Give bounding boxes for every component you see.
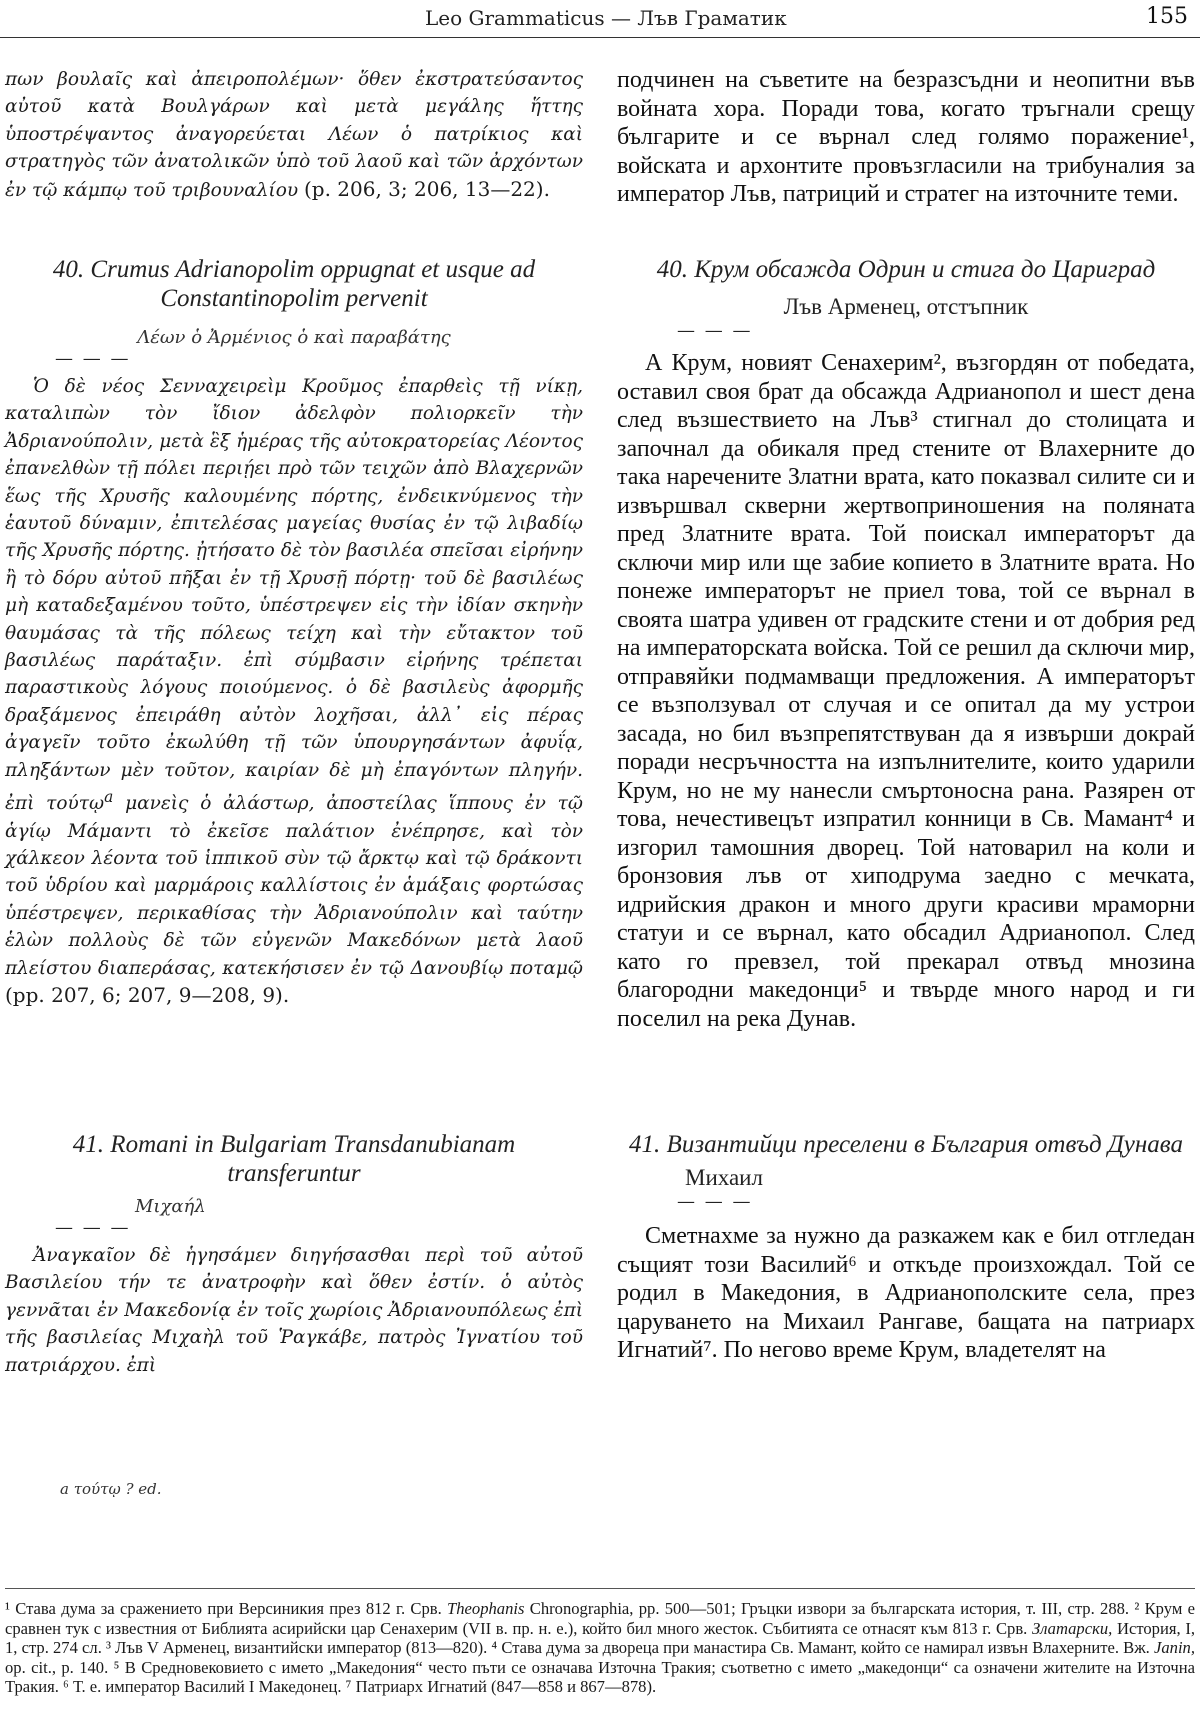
- section-40-greek-text-cont: μανεὶς ὁ ἀλάστωρ, ἀποστείλας ἵππους ἐν τῷ ἁγίῳ Μάμαντι τὸ ἐκεῖσε παλάτιον ἐνέπρησε, καὶ τὸν χάλκεον λέοντα τοῦ ἱππικοῦ σὺν τῷ ἄρκτῳ καὶ τῷ δράκοντι τοῦ ὑδρίου καὶ μαρμάροις καλλίστοις ἐν ἁμάξαις φορτώσας ὑπέστρεψεν, περικαθίσας τὴν Ἀδριανούπολιν καὶ ταύτην ἑλὼν πολλοὺς δὲ τῶν εὐγενῶν Μακεδόνων μετὰ λαοῦ πλείστου διαπεράσας, κατεκήσισεν ἐν τῷ Δανουβίῳ ποταμῷ: [5, 793, 583, 979]
- greek-intro-text: πων βουλαῖς καὶ ἀπειροπολέμων· ὅθεν ἐκστρατεύσαντος αὐτοῦ κατὰ Βουλγάρων καὶ μετὰ μεγάλης ἥττης ὑποστρέψαντος ἀναγορεύεται Λέων ὁ πατρίκιος καὶ στρατηγὸς τῶν ἀνατολικῶν ὑπὸ τοῦ λαοῦ καὶ τῶν ἀρχόντων ἐν τῷ κάμπῳ τοῦ τριβουναλίου: [5, 69, 583, 201]
- section-40-greek-text: Ὁ δὲ νέος Σενναχειρεὶμ Κροῦμος ἐπαρθεὶς τῇ νίκῃ, καταλιπὼν τὸν ἴδιον ἀδελφὸν πολιορκεῖν τὴν Ἀδριανούπολιν, μετὰ ἓξ ἡμέρας τῆς αὐτοκρατορείας Λέοντος ἐπανελθὼν τῇ πόλει περιῄει πρὸ τῶν τειχῶν ἀπὸ Βλαχερνῶν ἕως τῆς Χρυσῆς καλουμένης πόρτης, ἐνδεικνύμενος τὴν ἑαυτοῦ δύναμιν, ἐπιτελέσας μαγείας θυσίας ἐν τῷ λιβαδίῳ τῆς Χρυσῆς πόρτης. ᾐτήσατο δὲ τὸν βασιλέα σπεῖσαι εἰρήνην ἢ τὸ δόρυ αὐτοῦ πῆξαι ἐν τῇ Χρυσῇ πόρτῃ· τοῦ δὲ βασιλέως μὴ καταδεξαμένου τοῦτο, ὑπέστρεψεν εἰς τὴν ἰδίαν σκηνὴν θαυμάσας τὰ τῆς πόλεως τείχη καὶ τὴν εὔτακτον τοῦ βασιλέως παράταξιν. ἐπὶ σύμβασιν εἰρήνης τρέπεται παραστικοὺς λόγους ποιούμενος. ὁ δὲ βασιλεὺς ἀφορμῆς δραξάμενος ἐπειράθη αὐτὸν λοχῆσαι, ἀλλ᾽ εἰς πέρας ἀγαγεῖν τοῦτο ἐκωλύθη τῇ τῶν ὑπουργησάντων ἀφυΐᾳ, πληξάντων μὲν τοῦτον, καιρίαν δὲ μὴ ἐπαγόντων πληγήν. ἐπὶ τούτῳ: [5, 376, 583, 815]
- bulgarian-section-41: [617, 1130, 1195, 1365]
- section-41-bulgarian-dashes: — — —: [677, 1191, 753, 1212]
- section-40-greek-subtitle: Λέων ὁ Ἀρμένιος ὁ καὶ παραβάτης: [137, 327, 451, 348]
- section-40-greek-citation: (pp. 207, 6; 207, 9—208, 9).: [5, 983, 290, 1008]
- footnote-4-italic: Janin,: [1153, 1638, 1195, 1658]
- footnote-rule: [5, 1588, 1195, 1589]
- section-41-bulgarian-title: 41. Византийци преселени в България отвъд Дунава: [629, 1131, 1183, 1158]
- header-rule: [0, 37, 1200, 38]
- section-41-greek-dashes: — — —: [55, 1217, 131, 1238]
- footnotes: [5, 1599, 1195, 1697]
- section-41-bulgarian-subtitle: Михаил: [685, 1165, 763, 1190]
- bulgarian-intro-text: подчинен на съветите на безразсъдни и неопитни във войната хора. Поради това, когато тръгнали срещу българите и се върнал след голямо поражение¹, войската и архонтите провъзгласили на трибуналия за император Лъв, патриций и стратег на източните теми.: [617, 67, 1195, 207]
- section-40-bulgarian-title: 40. Крум обсажда Одрин и стига до Цариград: [656, 256, 1156, 283]
- footnote-1-2-text: Chronographia, pp. 500—501; Гръцки извори за българската история, т. III, стр. 288. ² Крум е сравнен тук с известния от Библията асирийски цар Сенахерим (VII в. пр. н. е.), който бил много жесток. Събитията се отнасят към 813 г. Срв.: [5, 1599, 1195, 1638]
- section-40-bulgarian-dashes: — — —: [677, 320, 753, 341]
- section-40-bulgarian-text: А Крум, новият Сенахерим², възгордян от победата, оставил своя брат да обсажда Адрианопол и шест дена след възшествието на Лъв³ стигнал до столицата и започнал да обикаля пред стените от Влахерните до така наречените Златни врата, като показвал силите си и извършвал скверни жертвоприношения на поляната пред Златните врата. Той поискал императорът да сключи мир или ще забие копието в Златните врата. Но понеже императорът не приел това, той се върнал в своята шатра удивен от градските стени и от добрия ред на императорската войска. Той се решил да сключи мир, отправяйки подмамващи предложения. А императорът се възползувал от случая и се опитал да му устрои засада, но бил възпрепятствуван да я извърши докрай поради несръчността на изпълнителите, които ударили Крум, но не му нанесли смъртоносна рана. Разярен от това, нечестивецът изпратил конници в Св. Мамант⁴ и изгорил тамошния дворец. Той натоварил на коли и бронзовия лъв от хиподрума заедно с мечката, идрийския дракон и много други красиви мраморни статуи и се върнал, като обсадил Адрианопол. След като го превзел, той прекарал отвъд мнозина благородни македонци⁵ и твърде много народ и ги поселил на река Дунав.: [617, 350, 1195, 1032]
- page-number: 155: [1146, 4, 1188, 29]
- section-41-greek-body: [5, 1242, 583, 1379]
- textual-note-marker: a: [104, 788, 114, 807]
- footnote-2-italic: Златарски,: [1032, 1618, 1113, 1638]
- greek-section-40: [5, 255, 583, 1011]
- bulgarian-intro: [617, 66, 1195, 209]
- running-header: [0, 2, 1200, 36]
- running-title: Leo Grammaticus — Лъв Граматик: [425, 6, 787, 30]
- greek-intro-citation: (p. 206, 3; 206, 13—22).: [303, 176, 550, 201]
- greek-section-41: [5, 1130, 583, 1379]
- greek-column: [5, 66, 583, 204]
- footnote-4-7-text: op. cit., p. 140. ⁵ В Средновековието с името „Македония“ често пъти се означава Източна Тракия; съответно с името „македонци“ са означени жителите на Източна Тракия. ⁶ Т. е. император Василий I Македонец. ⁷ Патриарх Игнатий (847—858 и 867—878).: [5, 1657, 1195, 1697]
- section-41-latin-title: 41. Romani in Bulgariam Transdanubianam transferuntur: [72, 1131, 516, 1187]
- section-40-latin-title: 40. Crumus Adrianopolim oppugnat et usque ad Constantinopolim pervenit: [52, 256, 536, 312]
- footnote-1-text: ¹ Става дума за сражението при Версиникия през 812 г. Срв.: [5, 1599, 448, 1618]
- section-41-greek-subtitle: Μιχαήλ: [135, 1196, 206, 1217]
- section-40-greek-body: [5, 373, 583, 1011]
- section-40-greek-dashes: — — —: [55, 348, 131, 369]
- section-41-bulgarian-text: Сметнахме за нужно да разкажем как е бил отгледан същият този Василий⁶ и откъде произхождал. Той се родил в Македония, в Адрианополските села, през царуването на Михаил Рангаве, бащата на патриарх Игнатий⁷. По негово време Крум, владетелят на: [617, 1223, 1195, 1363]
- footnote-1-italic: Theophanis: [447, 1599, 525, 1618]
- textual-apparatus-note: a τούτῳ ? ed.: [60, 1480, 162, 1498]
- greek-intro: [5, 66, 583, 204]
- section-40-bulgarian-subtitle: Лъв Арменец, отстъпник: [783, 294, 1029, 319]
- section-41-greek-text: Ἀναγκαῖον δὲ ἡγησάμεν διηγήσασθαι περὶ τοῦ αὐτοῦ Βασιλείου τήν τε ἀνατροφὴν καὶ ὅθεν ἐστίν. ὁ αὐτὸς γεννᾶται ἐν Μακεδονίᾳ ἐν τοῖς χωρίοις Ἀδριανουπόλεως ἐπὶ τῆς βασιλείας Μιχαὴλ τοῦ Ῥαγκάβε, πατρὸς Ἰγνατίου τοῦ πατριάρχου. ἐπὶ: [5, 1245, 583, 1376]
- footnote-2-4-text: История, I, 1, стр. 274 сл. ³ Лъв V Арменец, византийски император (813—820). ⁴ Става дума за двореца при манастира Св. Мамант, който се намирал извън Влахерните. Вж.: [5, 1618, 1195, 1658]
- bulgarian-section-40: [617, 255, 1195, 1033]
